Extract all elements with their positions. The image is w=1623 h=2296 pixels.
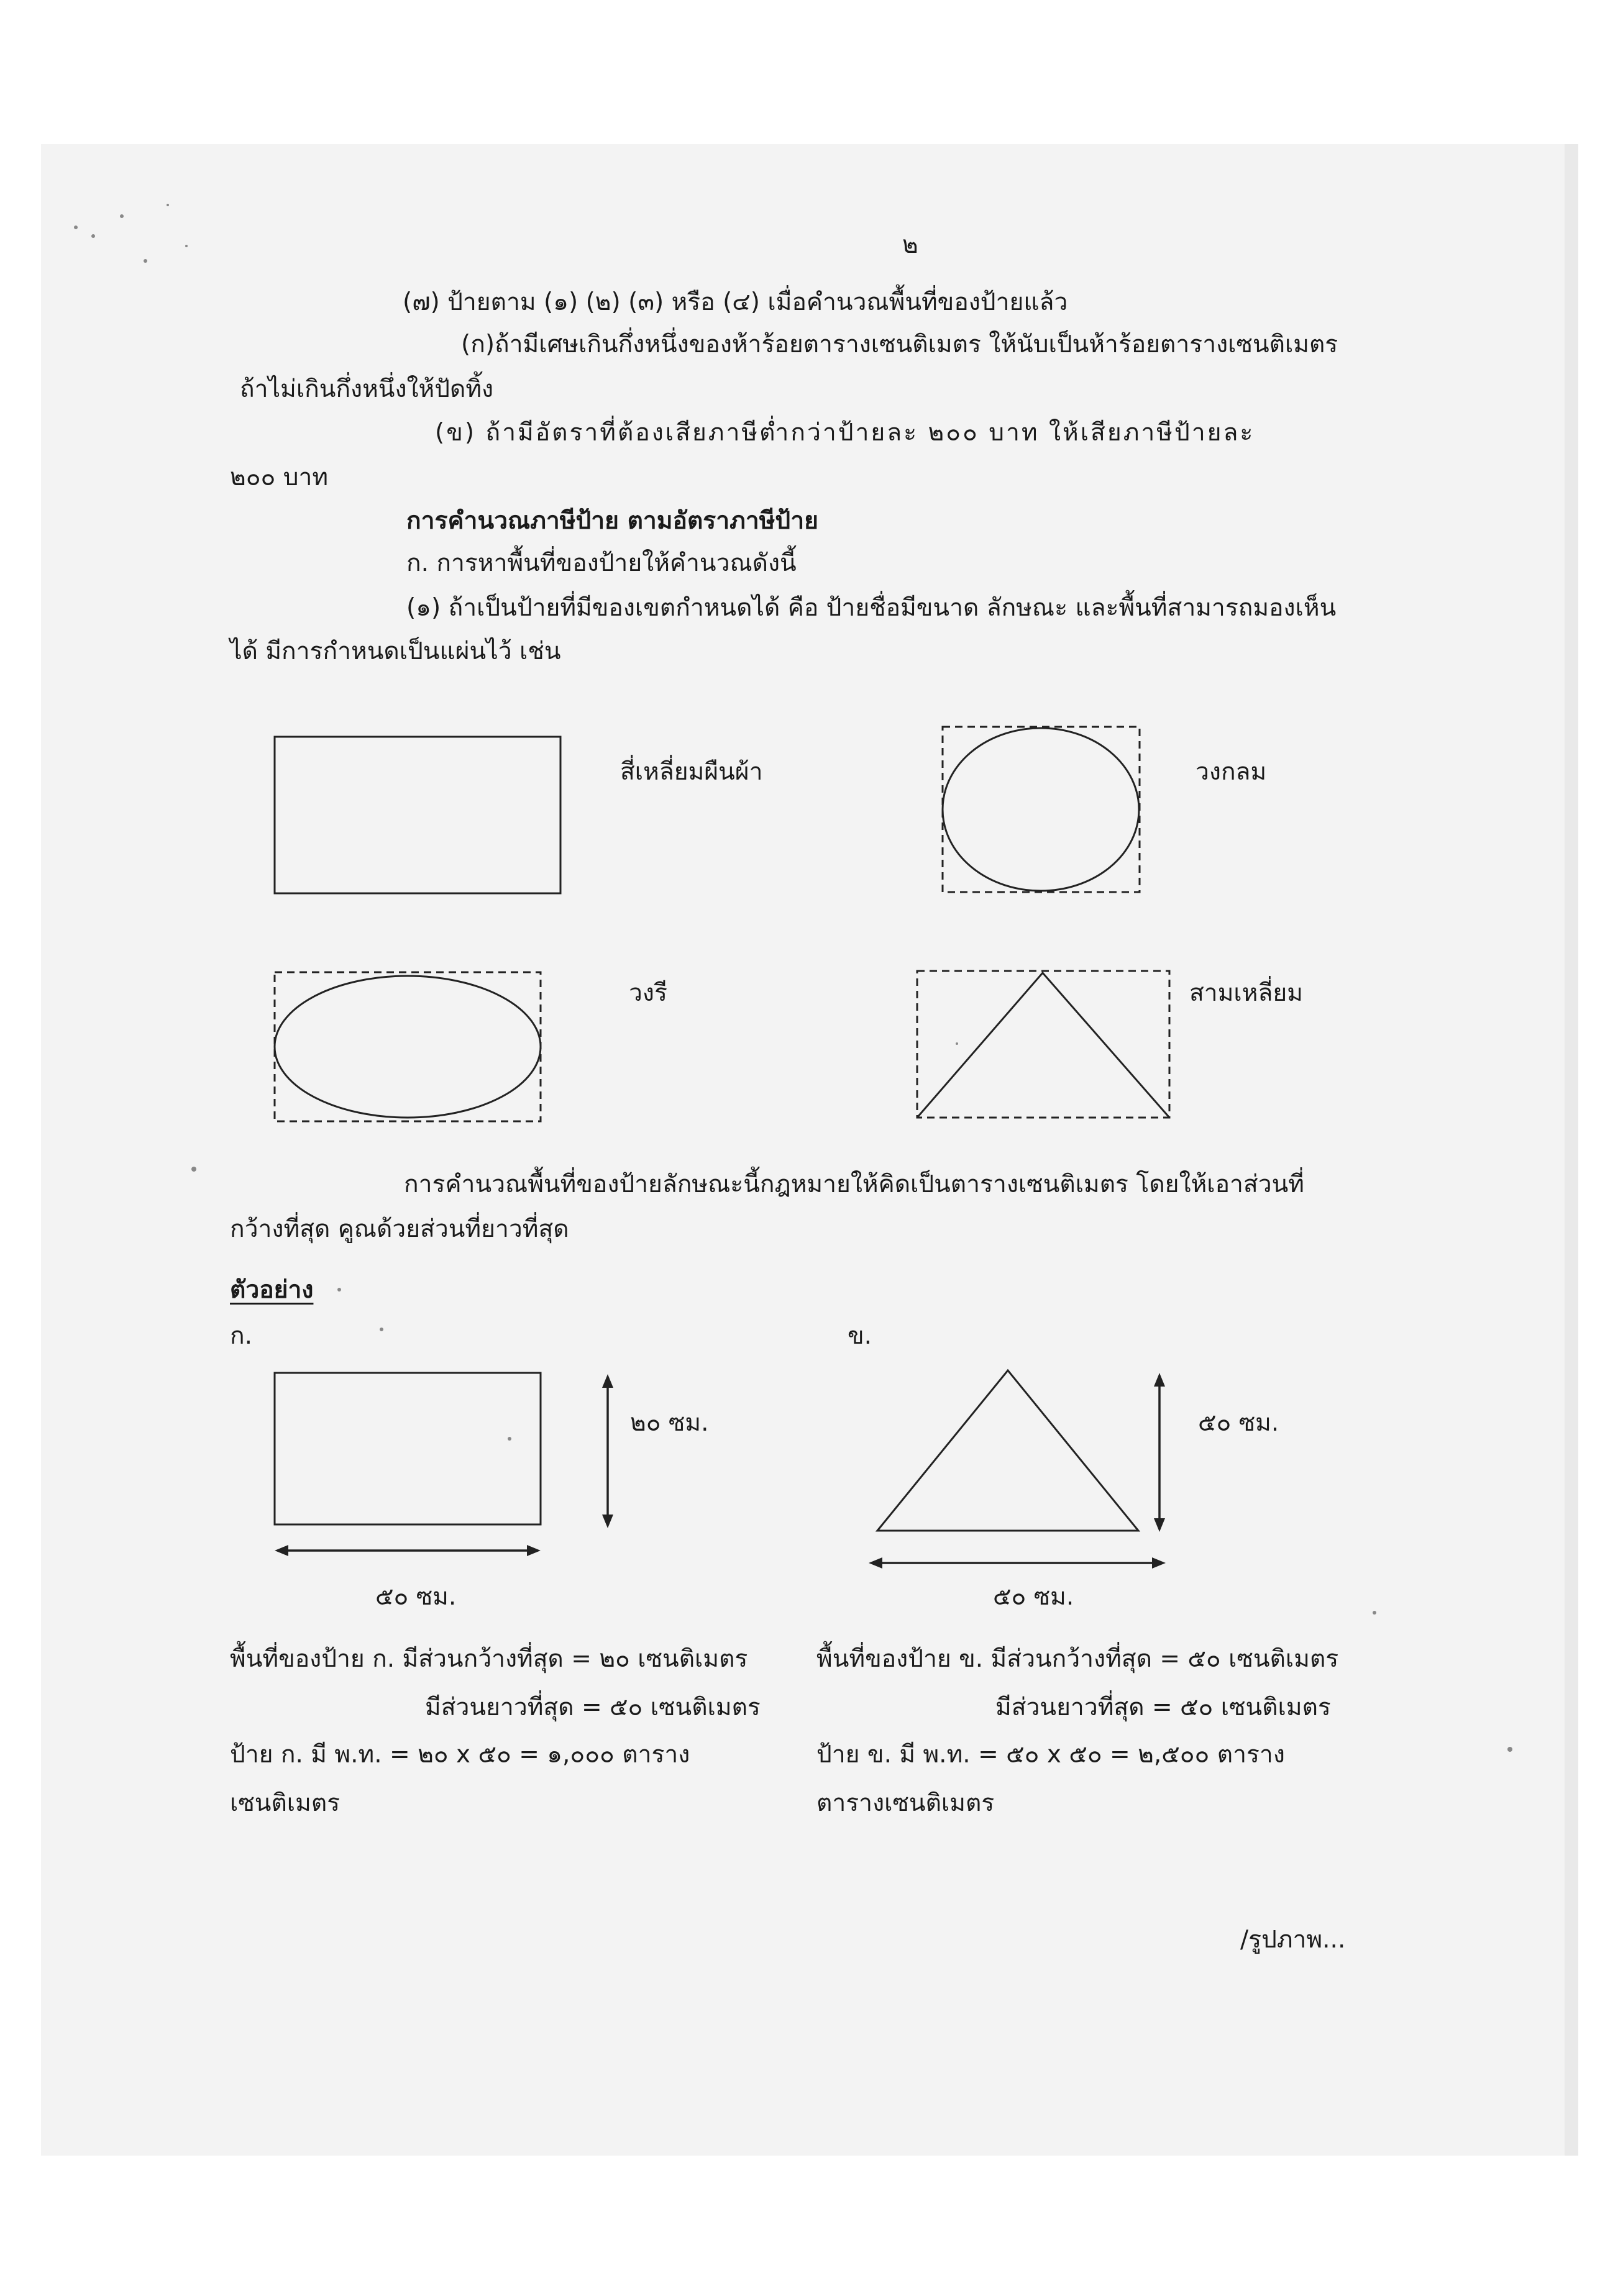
example-a-width-label: ๕๐ ซม. (375, 1583, 457, 1611)
continuation-note: /รูปภาพ... (1240, 1926, 1346, 1954)
example-b-result-line2: ตารางเซนติเมตร (816, 1789, 995, 1817)
example-b-label: ข. (848, 1322, 872, 1350)
calc-item1-line1: (๑) ถ้าเป็นป้ายที่มีของเขตกำหนดได้ คือ ป้ายชื่อมีขนาด ลักษณะ และพื้นที่สามารถมองเห็น (406, 594, 1337, 622)
example-a-width-arrow (275, 1545, 541, 1556)
example-a-area-widest: พื้นที่ของป้าย ก. มีส่วนกว้างที่สุด = ๒๐ เซนติเมตร (230, 1645, 748, 1673)
ellipse-bounding-box (275, 972, 541, 1121)
rule-line2: กว้างที่สุด คูณด้วยส่วนที่ยาวที่สุด (230, 1215, 569, 1243)
triangle-bounding-box (917, 971, 1169, 1118)
example-a-area-longest: มีส่วนยาวที่สุด = ๕๐ เซนติเมตร (425, 1693, 761, 1721)
scan-artifacts (74, 204, 1512, 1752)
para7-a-line1: (ก)ถ้ามีเศษเกินกึ่งหนึ่งของห้าร้อยตารางเซนติเมตร ให้นับเป็นห้าร้อยตารางเซนติเมตร (461, 330, 1338, 358)
rectangle-shape (275, 737, 560, 893)
example-a-rectangle (275, 1373, 541, 1524)
calc-item1-line2: ได้ มีการกำหนดเป็นแผ่นไว้ เช่น (230, 637, 561, 665)
calc-sub-a: ก. การหาพื้นที่ของป้ายให้คำนวณดังนี้ (406, 549, 797, 577)
example-a-height-arrow (602, 1374, 613, 1528)
rule-line1: การคำนวณพื้นที่ของป้ายลักษณะนี้กฎหมายให้คิดเป็นตารางเซนติเมตร โดยให้เอาส่วนที่ (404, 1170, 1304, 1198)
circle-shape (943, 728, 1139, 891)
para7-b-line2: ๒๐๐ บาท (230, 463, 329, 491)
example-b-width-arrow (869, 1557, 1166, 1569)
triangle-caption: สามเหลี่ยม (1189, 979, 1303, 1007)
example-a-height-label: ๒๐ ซม. (630, 1409, 709, 1437)
para7-heading: (๗) ป้ายตาม (๑) (๒) (๓) หรือ (๔) เมื่อคำนวณพื้นที่ของป้ายแล้ว (403, 288, 1068, 316)
para7-a-line2: ถ้าไม่เกินกึ่งหนึ่งให้ปัดทิ้ง (240, 375, 494, 403)
example-b-height-label: ๕๐ ซม. (1198, 1409, 1279, 1437)
example-b-width-label: ๕๐ ซม. (993, 1583, 1074, 1611)
example-b-area-widest: พื้นที่ของป้าย ข. มีส่วนกว้างที่สุด = ๕๐ เซนติเมตร (816, 1645, 1339, 1673)
example-b-height-arrow (1154, 1373, 1165, 1532)
page-number: ๒ (902, 231, 918, 259)
example-a-label: ก. (230, 1322, 253, 1350)
triangle-shape (917, 973, 1169, 1118)
example-b-result-line1: ป้าย ข. มี พ.ท. = ๕๐ x ๕๐ = ๒,๕๐๐ ตาราง (816, 1741, 1285, 1769)
calc-title: การคำนวณภาษีป้าย ตามอัตราภาษีป้าย (406, 507, 818, 535)
ellipse-caption: วงรี (629, 979, 667, 1007)
example-b-triangle (877, 1370, 1138, 1531)
example-a-result-line2: เซนติเมตร (230, 1789, 341, 1817)
example-b-area-longest: มีส่วนยาวที่สุด = ๕๐ เซนติเมตร (995, 1693, 1331, 1721)
ellipse-shape (275, 976, 541, 1118)
rectangle-caption: สี่เหลี่ยมผืนผ้า (620, 758, 763, 786)
circle-caption: วงกลม (1196, 758, 1267, 786)
example-heading: ตัวอย่าง (230, 1276, 314, 1304)
para7-b-line1: (ข) ถ้ามีอัตราที่ต้องเสียภาษีต่ำกว่าป้ายละ ๒๐๐ บาท ให้เสียภาษีป้ายละ (435, 419, 1255, 447)
example-a-result-line1: ป้าย ก. มี พ.ท. = ๒๐ x ๕๐ = ๑,๐๐๐ ตาราง (230, 1741, 690, 1769)
